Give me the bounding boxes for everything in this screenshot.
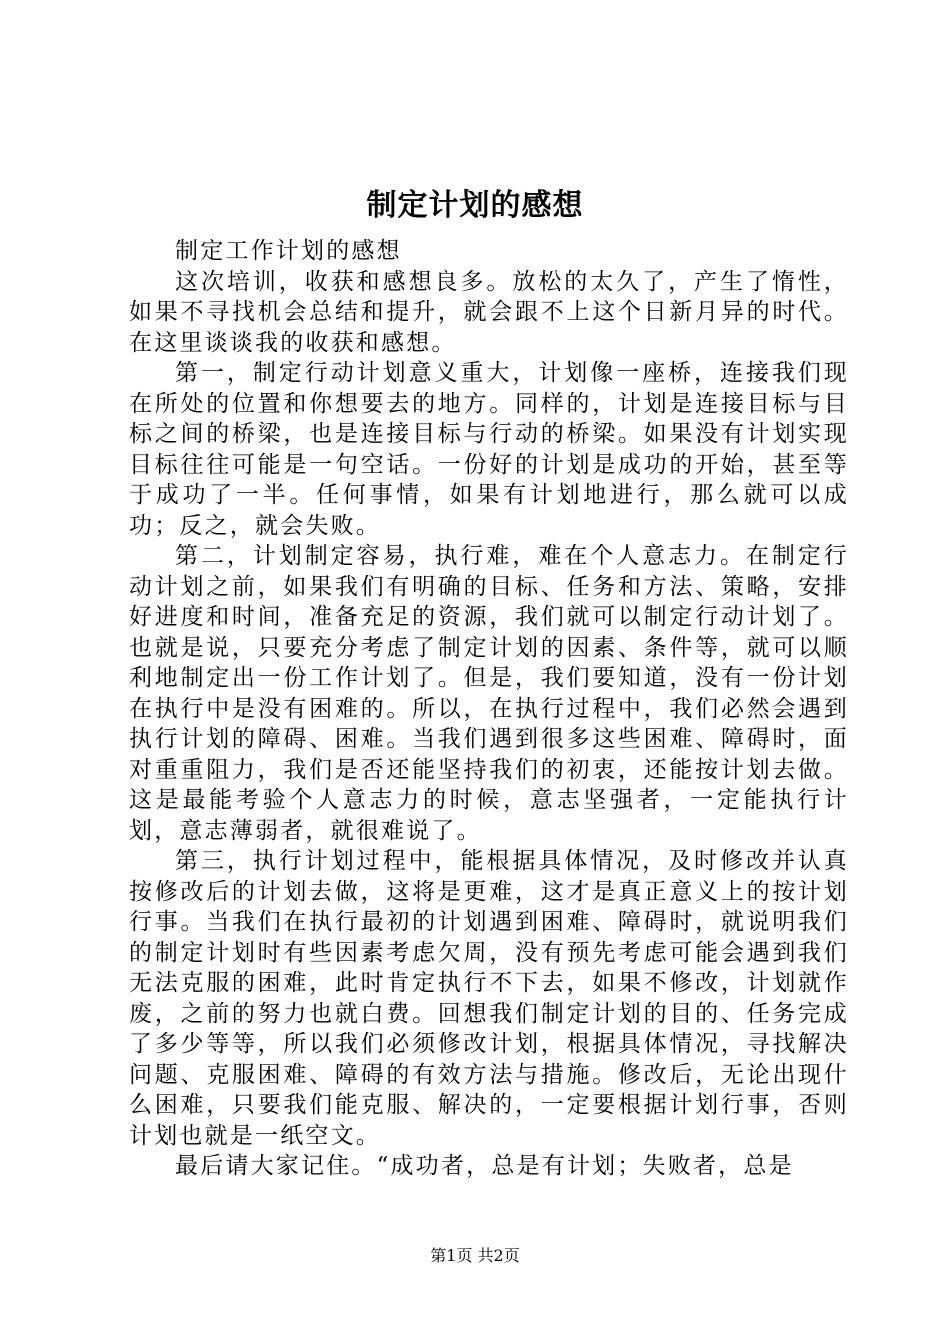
document-body (129, 236, 849, 1182)
page-footer: 第1页 共2页 (430, 1246, 520, 1265)
document-title: 制定计划的感想 (366, 188, 584, 223)
intro-paragraph: 这次培训，收获和感想良多。放松的太久了，产生了惰性，如果不寻找机会总结和提升，就会跟不上这个日新月异的时代。在这里谈谈我的收获和感想。 (129, 268, 849, 356)
point-three-paragraph: 第三，执行计划过程中，能根据具体情况，及时修改并认真按修改后的计划去做，这将是更难，这才是真正意义上的按计划行事。当我们在执行最初的计划遇到困难、障碍时，就说明我们的制定计划时有些因素考虑欠周，没有预先考虑可能会遇到我们无法克服的困难，此时肯定执行不下去，如果不修改，计划就作废，之前的努力也就白费。回想我们制定计划的目的、任务完成了多少等等，所以我们必须修改计划，根据具体情况，寻找解决问题、克服困难、障碍的有效方法与措施。修改后，无论出现什么困难，只要我们能克服、解决的，一定要根据计划行事，否则计划也就是一纸空文。 (129, 848, 849, 1149)
point-two-paragraph: 第二，计划制定容易，执行难，难在个人意志力。在制定行动计划之前，如果我们有明确的目标、任务和方法、策略，安排好进度和时间，准备充足的资源，我们就可以制定行动计划了。也就是说，只要充分考虑了制定计划的因素、条件等，就可以顺利地制定出一份工作计划了。但是，我们要知道，没有一份计划在执行中是没有困难的。所以，在执行过程中，我们必然会遇到执行计划的障碍、困难。当我们遇到很多这些困难、障碍时，面对重重阻力，我们是否还能坚持我们的初衷，还能按计划去做。这是最能考验个人意志力的时候，意志坚强者，一定能执行计划，意志薄弱者，就很难说了。 (129, 543, 849, 844)
subtitle-paragraph: 制定工作计划的感想 (175, 238, 402, 264)
closing-paragraph: 最后请大家记住。“成功者，总是有计划；失败者，总是 (175, 1153, 794, 1179)
point-one-paragraph: 第一，制定行动计划意义重大，计划像一座桥，连接我们现在所处的位置和你想要去的地方。同样的，计划是连接目标与目标之间的桥梁，也是连接目标与行动的桥梁。如果没有计划实现目标往往可能是一句空话。一份好的计划是成功的开始，甚至等于成功了一半。任何事情，如果有计划地进行，那么就可以成功；反之，就会失败。 (129, 360, 849, 539)
